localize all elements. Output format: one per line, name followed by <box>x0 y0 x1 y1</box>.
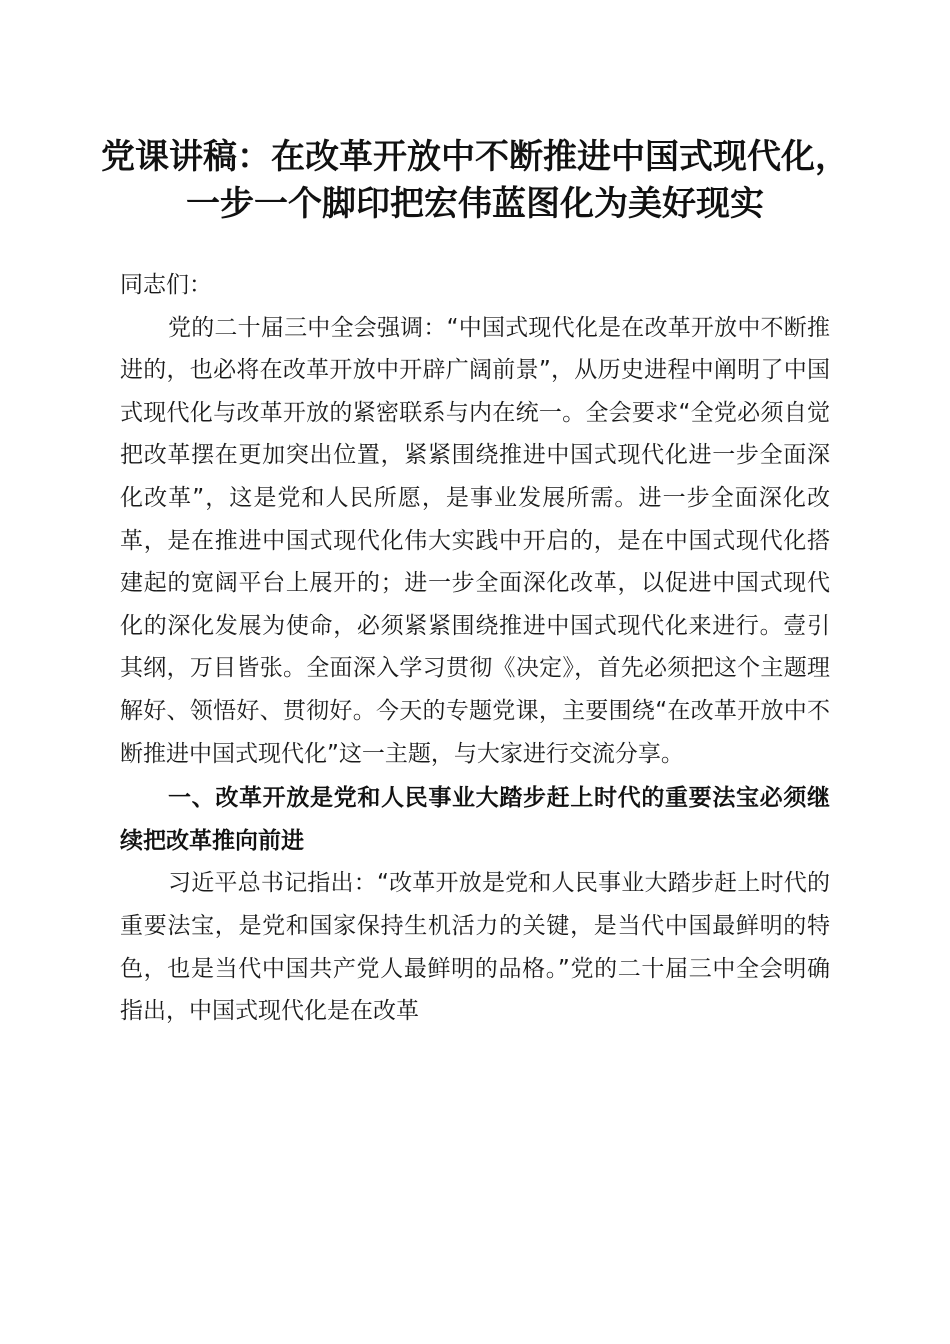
document-title: 党课讲稿：在改革开放中不断推进中国式现代化，一步一个脚印把宏伟蓝图化为美好现实 <box>101 137 849 224</box>
paragraph-section-1: 习近平总书记指出：“改革开放是党和人民事业大踏步赶上时代的重要法宝，是党和国家保持生机活力的关键，是当代中国最鲜明的特色，也是当代中国共产党人最鲜明的品格。”党的二十届三中全会明确指出，中国式现代化是在改革 <box>120 870 830 1025</box>
section-heading-1: 一、改革开放是党和人民事业大踏步赶上时代的重要法宝必须继续把改革推向前进 <box>120 785 830 854</box>
salutation: 同志们： <box>120 272 212 298</box>
paragraph-intro: 党的二十届三中全会强调：“中国式现代化是在改革开放中不断推进的，也必将在改革开放中开辟广阔前景”，从历史进程中阐明了中国式现代化与改革开放的紧密联系与内在统一。全会要求“全党必须自觉把改革摆在更加突出位置，紧紧围绕推进中国式现代化进一步全面深化改革”，这是党和人民所愿，是事业发展所需。进一步全面深化改革，是在推进中国式现代化伟大实践中开启的，是在中国式现代化搭建起的宽阔平台上展开的；进一步全面深化改革，以促进中国式现代化的深化发展为使命，必须紧紧围绕推进中国式现代化来进行。壹引其纲，万目皆张。全面深入学习贯彻《决定》，首先必须把这个主题理解好、领悟好、贯彻好。今天的专题党课，主要围绕“在改革开放中不断推进中国式现代化”这一主题，与大家进行交流分享。 <box>120 314 830 767</box>
document-body <box>120 264 830 1033</box>
